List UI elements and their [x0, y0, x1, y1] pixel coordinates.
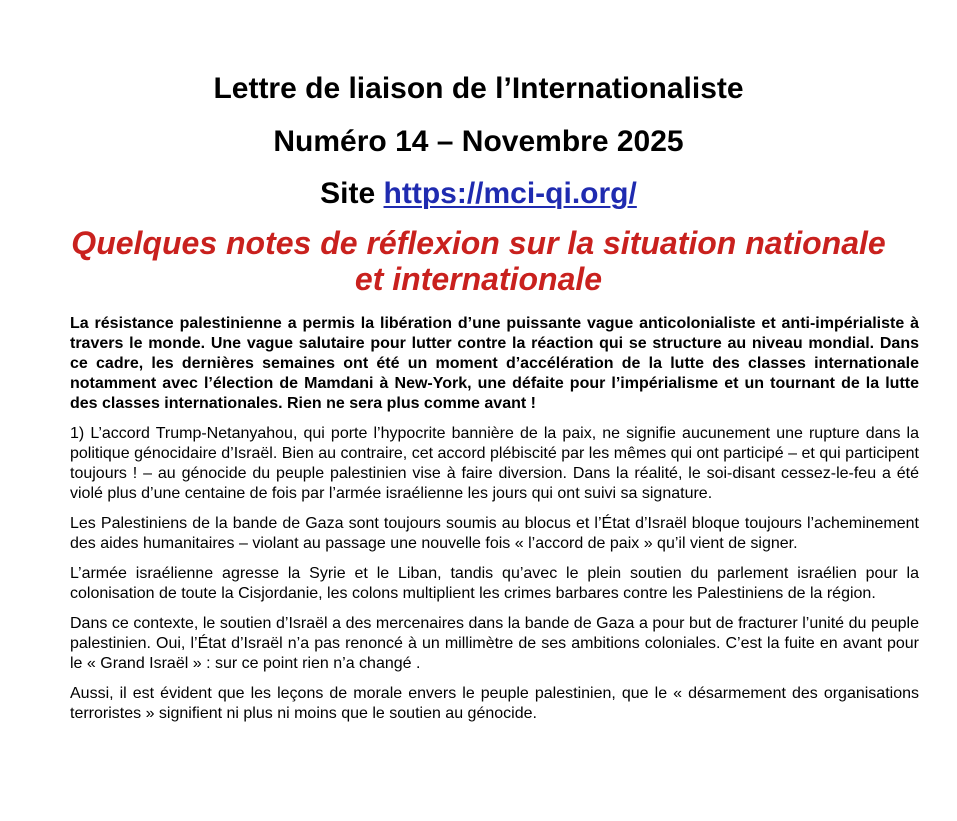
paragraph-4: Dans ce contexte, le soutien d’Israël a des mercenaires dans la bande de Gaza a pour but de fracturer l’unité du peuple palestinien. Oui, l’État d’Israël n’a pas renoncé à un millimètre de ses ambitions coloniales. C’est la fuite en avant pour le « Grand Israël » : sur ce point rien n’a changé .	[70, 615, 919, 672]
paragraph-2: Les Palestiniens de la bande de Gaza sont toujours soumis au blocus et l’État d’Israël bloque toujours l’acheminement des aides humanitaires – violant au passage une nouvelle fois « l’accord de paix » qu’il vient de signer.	[70, 515, 919, 552]
issue-number: Numéro 14 – Novembre 2025	[273, 125, 684, 158]
article-heading: Quelques notes de réflexion sur la situation nationale et internationale	[71, 225, 886, 297]
article-body	[70, 314, 919, 734]
lead-paragraph: La résistance palestinienne a permis la libération d’une puissante vague anticolonialiste et anti-impérialiste à travers le monde. Une vague salutaire pour lutter contre la réaction qui se structure au niveau mondial. Dans ce cadre, les dernières semaines ont été un moment d’accélération de la lutte des classes internationale notamment avec l’élection de Mamdani à New-York, une défaite pour l’impérialisme et un tournant de la lutte des classes internationales. Rien ne sera plus comme avant !	[70, 315, 919, 412]
site-link[interactable]: https://mci-qi.org/	[383, 177, 637, 210]
site-line	[0, 176, 957, 212]
paragraph-5: Aussi, il est évident que les leçons de morale envers le peuple palestinien, que le « désarmement des organisations terroristes » signifient ni plus ni moins que le soutien au génocide.	[70, 685, 919, 722]
site-label: Site	[320, 177, 376, 210]
paragraph-1: 1) L’accord Trump-Netanyahou, qui porte l’hypocrite bannière de la paix, ne signifie aucunement une rupture dans la politique génocidaire d’Israël. Bien au contraire, cet accord plébiscité par les mêmes qui ont participé – et qui participent toujours ! – au génocide du peuple palestinien vise à faire diversion. Dans la réalité, le soi-disant cessez-le-feu a été violé plus d’une centaine de fois par l’armée israélienne les jours qui ont suivi sa signature.	[70, 425, 919, 502]
newsletter-title: Lettre de liaison de l’Internationaliste	[213, 72, 744, 105]
paragraph-3: L’armée israélienne agresse la Syrie et le Liban, tandis qu’avec le plein soutien du parlement israélien pour la colonisation de toute la Cisjordanie, les colons multiplient les crimes barbares contre les Palestiniens de la région.	[70, 565, 919, 602]
